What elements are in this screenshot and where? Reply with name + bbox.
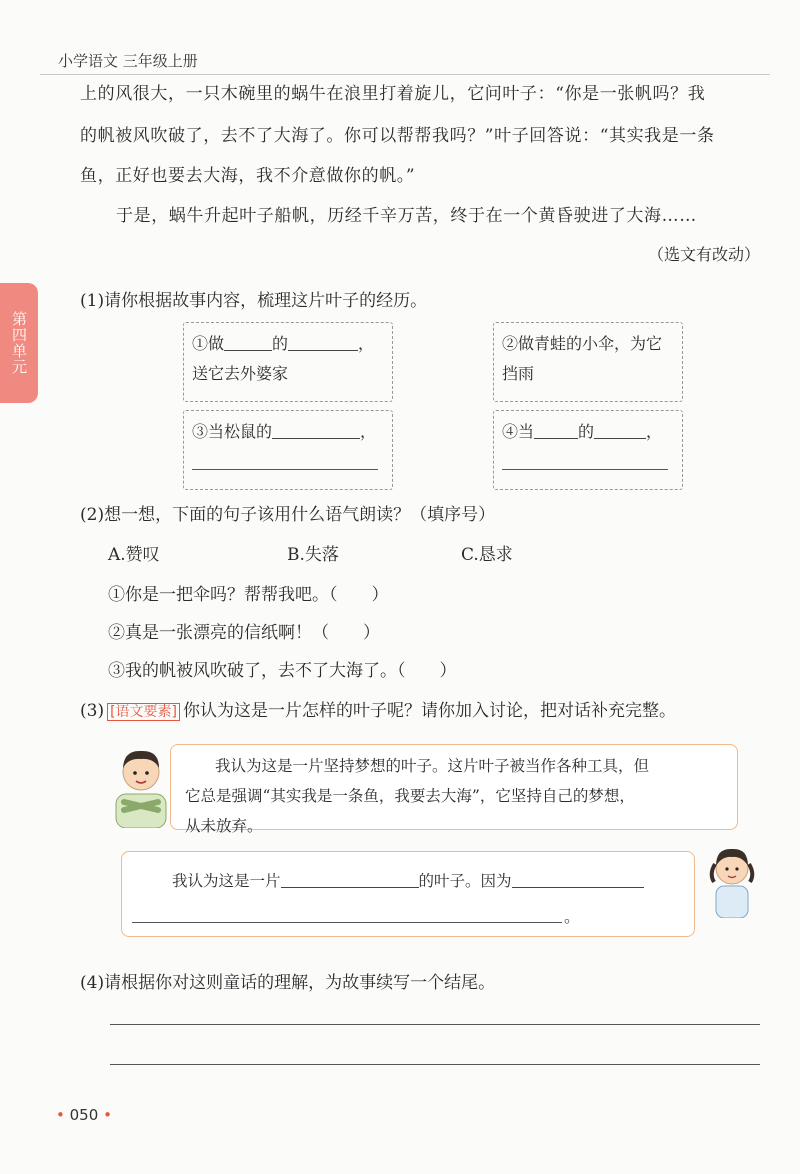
answer-line-1[interactable] xyxy=(110,1024,760,1025)
sentence-1[interactable]: ①你是一把伞吗？帮帮我吧。（ ） xyxy=(108,585,389,605)
box1-text-a: ①做 xyxy=(192,334,225,353)
box3-blank-2[interactable] xyxy=(192,469,378,470)
experience-box-1 xyxy=(183,322,393,402)
story-line-4: 于是，蜗牛升起叶子船帆，历经千辛万苦，终于在一个黄昏驶进了大海…… xyxy=(116,206,697,226)
box1-blank-2[interactable] xyxy=(288,332,358,351)
page-dot-left: • xyxy=(56,1106,65,1124)
box1-text-b: 的 xyxy=(272,334,289,353)
box2-text-a: ②做青蛙的小伞，为它 xyxy=(502,334,663,353)
girl-text-b: 的叶子。因为 xyxy=(418,872,512,890)
page-number-value: 050 xyxy=(69,1106,99,1124)
page-dot-right: • xyxy=(103,1106,112,1124)
box4-blank-3[interactable] xyxy=(502,469,668,470)
girl-text-a: 我认为这是一片 xyxy=(172,872,281,890)
question-3-number: (3) xyxy=(80,701,105,721)
sentence-3[interactable]: ③我的帆被风吹破了，去不了大海了。（ ） xyxy=(108,661,457,681)
girl-illustration xyxy=(706,840,758,918)
boy-illustration xyxy=(110,744,172,828)
literacy-tag: [语文要素] xyxy=(107,703,180,721)
unit-side-tab: 第四单元 xyxy=(0,283,38,403)
experience-box-3 xyxy=(183,410,393,490)
box4-text-a: ④当 xyxy=(502,422,535,441)
boy-line-3: 从未放弃。 xyxy=(185,817,263,835)
girl-end-period: 。 xyxy=(564,907,581,926)
girl-blank-3[interactable] xyxy=(132,922,562,923)
boy-line-1: 我认为这是一片坚持梦想的叶子。这片叶子被当作各种工具，但 xyxy=(215,757,650,775)
page-header-title: 小学语文 三年级上册 xyxy=(58,52,198,70)
box1-text-c: ， xyxy=(358,334,375,353)
box3-text-b: ， xyxy=(360,422,377,441)
box1-text-d: 送它去外婆家 xyxy=(192,364,289,383)
story-line-2: 的帆被风吹破了，去不了大海了。你可以帮帮我吗？”叶子回答说：“其实我是一条 xyxy=(80,126,715,146)
box4-blank-1[interactable] xyxy=(534,420,578,439)
box4-text-b: 的 xyxy=(578,422,595,441)
experience-box-4 xyxy=(493,410,683,490)
option-c: C.恳求 xyxy=(461,545,513,565)
box1-blank-1[interactable] xyxy=(224,332,272,351)
answer-line-2[interactable] xyxy=(110,1064,760,1065)
question-1-prompt: (1)请你根据故事内容，梳理这片叶子的经历。 xyxy=(80,291,428,311)
girl-speech-bubble xyxy=(121,851,695,937)
boy-speech-bubble xyxy=(170,744,738,835)
box4-blank-2[interactable] xyxy=(594,420,646,439)
question-3-prompt: 你认为这是一片怎样的叶子呢？请你加入讨论，把对话补充完整。 xyxy=(183,701,677,721)
option-b: B.失落 xyxy=(287,545,339,565)
story-line-3: 鱼，正好也要去大海，我不介意做你的帆。” xyxy=(80,166,416,186)
girl-blank-1[interactable] xyxy=(281,869,419,888)
boy-line-2: 它总是强调“其实我是一条鱼，我要去大海”，它坚持自己的梦想， xyxy=(185,787,635,805)
question-2-prompt: (2)想一想，下面的句子该用什么语气朗读？（填序号） xyxy=(80,505,496,525)
story-source-note: （选文有改动） xyxy=(647,245,760,264)
option-a: A.赞叹 xyxy=(108,545,160,565)
header-divider xyxy=(40,74,770,75)
experience-box-2 xyxy=(493,322,683,402)
story-line-1: 上的风很大，一只木碗里的蜗牛在浪里打着旋儿，它问叶子：“你是一张帆吗？我 xyxy=(80,84,706,104)
question-3-prompt-row xyxy=(80,696,676,721)
box3-text-a: ③当松鼠的 xyxy=(192,422,273,441)
page-number xyxy=(56,1106,112,1124)
box2-text-b: 挡雨 xyxy=(502,364,535,383)
girl-blank-2[interactable] xyxy=(512,869,644,888)
question-4-prompt: (4)请根据你对这则童话的理解，为故事续写一个结尾。 xyxy=(80,973,496,993)
box4-text-c: ， xyxy=(646,422,663,441)
box3-blank-1[interactable] xyxy=(272,420,360,439)
sentence-2[interactable]: ②真是一张漂亮的信纸啊！（ ） xyxy=(108,623,380,643)
